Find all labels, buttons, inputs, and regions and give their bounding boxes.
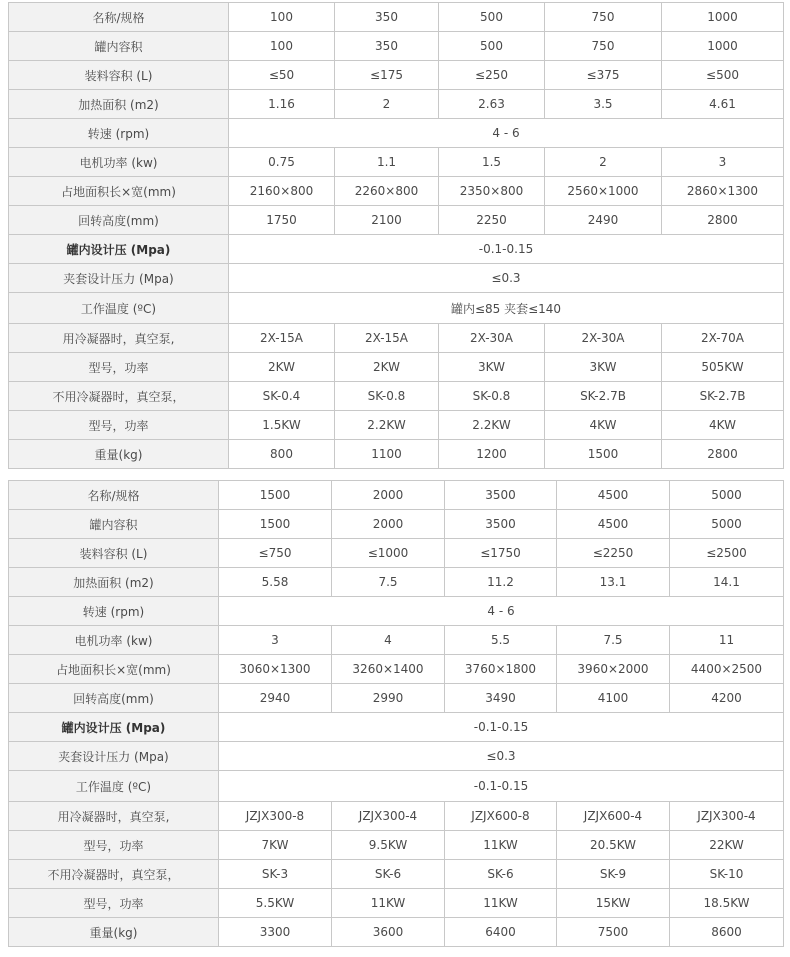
table-cell: 9.5KW xyxy=(332,831,445,860)
table-cell: 3500 xyxy=(445,510,557,539)
row-label: 用冷凝器时，真空泵, xyxy=(9,324,229,353)
table-cell: 1.1 xyxy=(335,148,439,177)
row-label: 回转高度(mm) xyxy=(9,684,219,713)
table-row xyxy=(9,597,784,626)
table-cell: 1000 xyxy=(662,32,784,61)
table-cell: 11KW xyxy=(445,889,557,918)
table-row xyxy=(9,32,784,61)
table-cell: JZJX600-8 xyxy=(445,802,557,831)
row-label: 夹套设计压力 (Mpa) xyxy=(9,742,219,771)
table-row xyxy=(9,918,784,947)
table-cell: ≤2250 xyxy=(557,539,670,568)
table-cell: ≤2500 xyxy=(670,539,784,568)
row-label: 重量(kg) xyxy=(9,918,219,947)
table-row xyxy=(9,713,784,742)
table-cell: 3490 xyxy=(445,684,557,713)
table-row xyxy=(9,3,784,32)
table-row xyxy=(9,742,784,771)
table-cell: JZJX600-4 xyxy=(557,802,670,831)
table-row xyxy=(9,293,784,324)
table-cell: 3060×1300 xyxy=(219,655,332,684)
table-cell: 7KW xyxy=(219,831,332,860)
table-cell: 18.5KW xyxy=(670,889,784,918)
table-cell: 2 xyxy=(545,148,662,177)
table-cell: 1200 xyxy=(439,440,545,469)
merged-cell: -0.1-0.15 xyxy=(229,235,784,264)
table-cell: 15KW xyxy=(557,889,670,918)
table-cell: 2260×800 xyxy=(335,177,439,206)
table-cell: 2160×800 xyxy=(229,177,335,206)
table-cell: 5.58 xyxy=(219,568,332,597)
table-cell: 1000 xyxy=(662,3,784,32)
table-cell: 2940 xyxy=(219,684,332,713)
table-cell: 2100 xyxy=(335,206,439,235)
table-cell: 20.5KW xyxy=(557,831,670,860)
table-row xyxy=(9,860,784,889)
table-cell: SK-2.7B xyxy=(545,382,662,411)
row-label: 工作温度 (ºC) xyxy=(9,771,219,802)
row-label: 占地面积长×宽(mm) xyxy=(9,655,219,684)
row-label: 重量(kg) xyxy=(9,440,229,469)
table-cell: 1500 xyxy=(219,481,332,510)
row-label: 回转高度(mm) xyxy=(9,206,229,235)
table-row xyxy=(9,568,784,597)
table-row xyxy=(9,177,784,206)
table-cell: 11KW xyxy=(332,889,445,918)
table-cell: 22KW xyxy=(670,831,784,860)
table-row xyxy=(9,235,784,264)
table-cell: 750 xyxy=(545,32,662,61)
table-cell: ≤750 xyxy=(219,539,332,568)
table-cell: 800 xyxy=(229,440,335,469)
table-cell: 750 xyxy=(545,3,662,32)
table-cell: 2X-70A xyxy=(662,324,784,353)
table-cell: 4 xyxy=(332,626,445,655)
row-label: 装料容积 (L) xyxy=(9,539,219,568)
row-label: 电机功率 (kw) xyxy=(9,626,219,655)
table-cell: SK-6 xyxy=(445,860,557,889)
table-cell: 4100 xyxy=(557,684,670,713)
table-cell: 2250 xyxy=(439,206,545,235)
table-cell: 4500 xyxy=(557,481,670,510)
table-cell: 13.1 xyxy=(557,568,670,597)
merged-cell: 4 - 6 xyxy=(229,119,784,148)
table-cell: 4500 xyxy=(557,510,670,539)
merged-cell: ≤0.3 xyxy=(229,264,784,293)
table-cell: ≤250 xyxy=(439,61,545,90)
table-cell: SK-10 xyxy=(670,860,784,889)
table-cell: SK-0.4 xyxy=(229,382,335,411)
table-cell: 11KW xyxy=(445,831,557,860)
table-cell: 2800 xyxy=(662,206,784,235)
row-label: 型号，功率 xyxy=(9,411,229,440)
table-row xyxy=(9,411,784,440)
row-label: 转速 (rpm) xyxy=(9,119,229,148)
table-cell: 2350×800 xyxy=(439,177,545,206)
table-cell: 4.61 xyxy=(662,90,784,119)
table-row xyxy=(9,802,784,831)
row-label: 用冷凝器时，真空泵, xyxy=(9,802,219,831)
table-cell: 2.2KW xyxy=(335,411,439,440)
table-cell: 1100 xyxy=(335,440,439,469)
merged-cell: 4 - 6 xyxy=(219,597,784,626)
table-cell: 350 xyxy=(335,32,439,61)
table-cell: 2490 xyxy=(545,206,662,235)
table-cell: ≤1000 xyxy=(332,539,445,568)
table-cell: 4400×2500 xyxy=(670,655,784,684)
table-cell: 5.5KW xyxy=(219,889,332,918)
table-cell: 2X-15A xyxy=(229,324,335,353)
table-cell: 11 xyxy=(670,626,784,655)
row-label: 装料容积 (L) xyxy=(9,61,229,90)
spec-table-2 xyxy=(8,480,784,947)
table-cell: 2000 xyxy=(332,481,445,510)
table-cell: 2990 xyxy=(332,684,445,713)
table-cell: ≤1750 xyxy=(445,539,557,568)
row-label: 电机功率 (kw) xyxy=(9,148,229,177)
table-row xyxy=(9,148,784,177)
row-label: 转速 (rpm) xyxy=(9,597,219,626)
table-row xyxy=(9,889,784,918)
merged-cell: -0.1-0.15 xyxy=(219,771,784,802)
table-cell: 4KW xyxy=(662,411,784,440)
row-label: 加热面积 (m2) xyxy=(9,90,229,119)
row-label: 不用冷凝器时，真空泵， xyxy=(9,860,219,889)
table-cell: 2 xyxy=(335,90,439,119)
table-cell: 3260×1400 xyxy=(332,655,445,684)
table-row xyxy=(9,684,784,713)
table-cell: 3 xyxy=(662,148,784,177)
table-cell: 2.63 xyxy=(439,90,545,119)
table-cell: 2KW xyxy=(229,353,335,382)
table-cell: 3 xyxy=(219,626,332,655)
table-cell: 2X-30A xyxy=(439,324,545,353)
table-cell: 3760×1800 xyxy=(445,655,557,684)
table-cell: 3.5 xyxy=(545,90,662,119)
merged-cell: -0.1-0.15 xyxy=(219,713,784,742)
table-cell: 2KW xyxy=(335,353,439,382)
table-cell: 11.2 xyxy=(445,568,557,597)
table-cell: JZJX300-4 xyxy=(332,802,445,831)
table-cell: 4200 xyxy=(670,684,784,713)
table-cell: 3500 xyxy=(445,481,557,510)
table-row xyxy=(9,353,784,382)
row-label: 型号，功率 xyxy=(9,831,219,860)
table-cell: SK-0.8 xyxy=(439,382,545,411)
spec-table-1 xyxy=(8,2,784,469)
row-label: 罐内容积 xyxy=(9,510,219,539)
table-row xyxy=(9,90,784,119)
table-cell: JZJX300-4 xyxy=(670,802,784,831)
table-cell: 3KW xyxy=(439,353,545,382)
table-cell: 0.75 xyxy=(229,148,335,177)
table-row xyxy=(9,626,784,655)
table-cell: 500 xyxy=(439,32,545,61)
row-label: 夹套设计压力 (Mpa) xyxy=(9,264,229,293)
row-label: 罐内设计压 (Mpa) xyxy=(9,235,229,264)
table-cell: 1.5 xyxy=(439,148,545,177)
table-row xyxy=(9,324,784,353)
table-cell: ≤50 xyxy=(229,61,335,90)
table-cell: 7.5 xyxy=(332,568,445,597)
table-cell: 100 xyxy=(229,3,335,32)
table-row xyxy=(9,771,784,802)
table-cell: 2.2KW xyxy=(439,411,545,440)
table-cell: SK-9 xyxy=(557,860,670,889)
row-label: 名称/规格 xyxy=(9,481,219,510)
table-cell: 1500 xyxy=(219,510,332,539)
table-cell: SK-3 xyxy=(219,860,332,889)
table-row xyxy=(9,264,784,293)
merged-cell: ≤0.3 xyxy=(219,742,784,771)
row-label: 占地面积长×宽(mm) xyxy=(9,177,229,206)
table-cell: SK-6 xyxy=(332,860,445,889)
table-cell: 3300 xyxy=(219,918,332,947)
table-cell: SK-2.7B xyxy=(662,382,784,411)
table-row xyxy=(9,655,784,684)
table-cell: 2X-30A xyxy=(545,324,662,353)
table-row xyxy=(9,481,784,510)
row-label: 型号，功率 xyxy=(9,889,219,918)
row-label: 罐内容积 xyxy=(9,32,229,61)
table-cell: 5.5 xyxy=(445,626,557,655)
merged-cell: 罐内≤85 夹套≤140 xyxy=(229,293,784,324)
table-cell: 5000 xyxy=(670,481,784,510)
table-cell: 500 xyxy=(439,3,545,32)
row-label: 工作温度 (ºC) xyxy=(9,293,229,324)
table-row xyxy=(9,510,784,539)
table-cell: ≤175 xyxy=(335,61,439,90)
table-cell: 3KW xyxy=(545,353,662,382)
table-cell: 7.5 xyxy=(557,626,670,655)
table-cell: ≤500 xyxy=(662,61,784,90)
table-cell: 3960×2000 xyxy=(557,655,670,684)
table-row xyxy=(9,206,784,235)
table-cell: 2X-15A xyxy=(335,324,439,353)
table-cell: 5000 xyxy=(670,510,784,539)
table-row xyxy=(9,382,784,411)
table-cell: 8600 xyxy=(670,918,784,947)
table-cell: 350 xyxy=(335,3,439,32)
row-label: 罐内设计压 (Mpa) xyxy=(9,713,219,742)
row-label: 型号，功率 xyxy=(9,353,229,382)
table-cell: 3600 xyxy=(332,918,445,947)
table-row xyxy=(9,61,784,90)
table-cell: JZJX300-8 xyxy=(219,802,332,831)
table-cell: 2860×1300 xyxy=(662,177,784,206)
table-row xyxy=(9,440,784,469)
table-row xyxy=(9,539,784,568)
table-row xyxy=(9,831,784,860)
table-cell: 2800 xyxy=(662,440,784,469)
table-cell: 100 xyxy=(229,32,335,61)
row-label: 不用冷凝器时，真空泵， xyxy=(9,382,229,411)
table-cell: 7500 xyxy=(557,918,670,947)
table-cell: 1750 xyxy=(229,206,335,235)
row-label: 加热面积 (m2) xyxy=(9,568,219,597)
table-cell: 2000 xyxy=(332,510,445,539)
table-cell: 6400 xyxy=(445,918,557,947)
table-cell: 14.1 xyxy=(670,568,784,597)
table-cell: 4KW xyxy=(545,411,662,440)
table-cell: 2560×1000 xyxy=(545,177,662,206)
table-row xyxy=(9,119,784,148)
table-cell: 1500 xyxy=(545,440,662,469)
row-label: 名称/规格 xyxy=(9,3,229,32)
table-cell: SK-0.8 xyxy=(335,382,439,411)
table-cell: 1.5KW xyxy=(229,411,335,440)
table-cell: ≤375 xyxy=(545,61,662,90)
table-cell: 505KW xyxy=(662,353,784,382)
table-cell: 1.16 xyxy=(229,90,335,119)
